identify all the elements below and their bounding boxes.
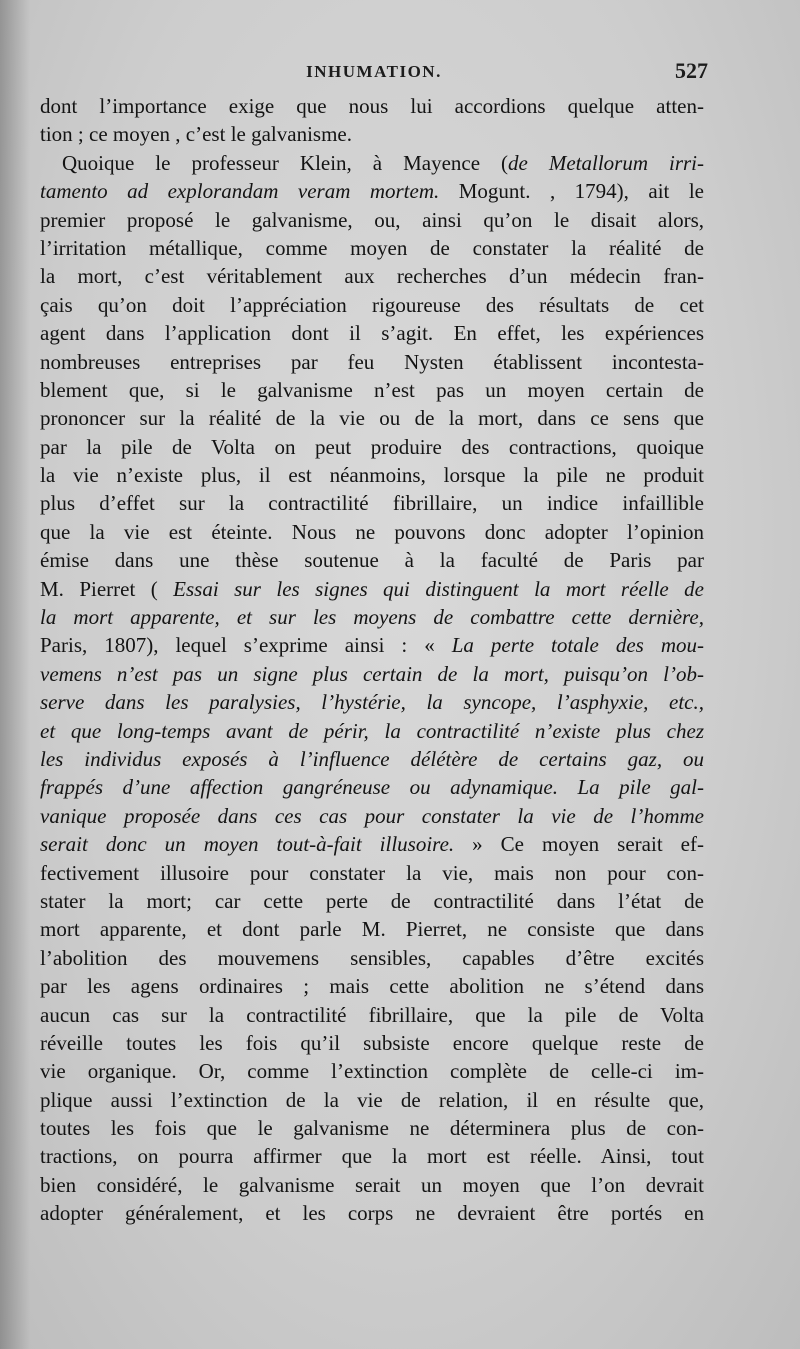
- text-line: [40, 944, 704, 972]
- text-segment: çais qu’on doit l’appréciation rigoureuse des résultats de cet: [40, 292, 704, 317]
- text-line: [40, 461, 704, 489]
- text-line: [40, 177, 704, 205]
- text-line: [40, 859, 704, 887]
- body-text: [40, 92, 704, 1228]
- text-line: [40, 631, 704, 659]
- text-segment: vie organique. Or, comme l’extinction complète de celle-ci im-: [40, 1059, 704, 1084]
- italic-text: les individus exposés à l’influence délétère de certains gaz, ou: [40, 746, 704, 771]
- italic-text: Essai sur les signes qui distinguent la mort réelle de: [173, 576, 704, 601]
- text-line: [40, 291, 704, 319]
- italic-text: de Metallorum irri-: [508, 150, 704, 175]
- text-segment: réveille toutes les fois qu’il subsiste encore quelque reste de: [40, 1030, 704, 1055]
- text-segment: M. Pierret (: [40, 576, 174, 601]
- text-segment: premier proposé le galvanisme, ou, ainsi qu’on le disait alors,: [40, 207, 704, 232]
- text-line: [40, 348, 704, 376]
- text-line: [40, 404, 704, 432]
- text-segment: dont l’importance exige que nous lui accordions quelque atten-: [40, 94, 704, 118]
- text-line: [40, 830, 704, 858]
- text-segment: tion ; ce moyen , c’est le galvanisme.: [40, 122, 352, 147]
- text-segment: nombreuses entreprises par feu Nysten établissent incontesta-: [40, 349, 704, 374]
- italic-text: vanique proposée dans ces cas pour constater la vie de l’homme: [40, 803, 704, 828]
- text-segment: que la vie est éteinte. Nous ne pouvons donc adopter l’opinion: [40, 519, 704, 544]
- text-line: [40, 234, 704, 262]
- text-line: [40, 773, 704, 801]
- text-line: [40, 717, 704, 745]
- italic-text: vemens n’est pas un signe plus certain de la mort, puisqu’on l’ob-: [40, 661, 704, 686]
- text-line: [40, 1029, 704, 1057]
- text-line: [40, 1001, 704, 1029]
- text-segment: toutes les fois que le galvanisme ne déterminera plus de con-: [40, 1116, 704, 1141]
- text-line: [40, 120, 704, 148]
- italic-text: serve dans les paralysies, l’hystérie, la syncope, l’asphyxie, etc.,: [40, 690, 704, 715]
- text-line: [40, 262, 704, 290]
- text-segment: Paris, 1807), lequel s’exprime ainsi : «: [40, 633, 452, 658]
- text-line: [40, 518, 704, 546]
- text-line: [40, 603, 704, 631]
- text-line: [40, 1057, 704, 1085]
- text-line: [40, 1086, 704, 1114]
- text-line: [40, 546, 704, 574]
- italic-text: serait donc un moyen tout-à-fait illusoire.: [40, 832, 455, 857]
- text-line: [40, 972, 704, 1000]
- text-segment: plique aussi l’extinction de la vie de relation, il en résulte que,: [40, 1087, 704, 1112]
- text-line: [40, 376, 704, 404]
- text-segment: Mogunt. , 1794), ait le: [439, 179, 704, 204]
- text-line: [40, 149, 704, 177]
- running-title: INHUMATION.: [306, 62, 442, 81]
- text-segment: par les agens ordinaires ; mais cette abolition ne s’étend dans: [40, 974, 704, 999]
- text-segment: la vie n’existe plus, il est néanmoins, lorsque la pile ne produit: [40, 463, 704, 488]
- text-line: [40, 206, 704, 234]
- italic-text: tamento ad explorandam veram mortem.: [40, 179, 440, 204]
- text-segment: agent dans l’application dont il s’agit. En effet, les expériences: [40, 321, 704, 346]
- text-segment: par la pile de Volta on peut produire des contractions, quoique: [40, 434, 704, 459]
- text-line: [40, 1171, 704, 1199]
- text-line: [40, 489, 704, 517]
- text-line: [40, 745, 704, 773]
- text-line: [40, 575, 704, 603]
- text-segment: l’irritation métallique, comme moyen de constater la réalité de: [40, 235, 704, 260]
- page-number: 527: [675, 58, 708, 83]
- text-line: [40, 915, 704, 943]
- text-segment: aucun cas sur la contractilité fibrillaire, que la pile de Volta: [40, 1002, 704, 1027]
- text-segment: Quoique le professeur Klein, à Mayence (: [62, 150, 509, 175]
- text-segment: plus d’effet sur la contractilité fibrillaire, un indice infaillible: [40, 491, 704, 516]
- text-segment: émise dans une thèse soutenue à la faculté de Paris par: [40, 548, 704, 573]
- text-segment: » Ce moyen serait ef-: [454, 832, 704, 857]
- text-line: [40, 660, 704, 688]
- text-line: [40, 433, 704, 461]
- text-segment: prononcer sur la réalité de la vie ou de la mort, dans ce sens que: [40, 406, 704, 431]
- text-line: [40, 92, 704, 120]
- italic-text: frappés d’une affection gangréneuse ou adynamique. La pile gal-: [40, 775, 704, 800]
- text-segment: fectivement illusoire pour constater la vie, mais non pour con-: [40, 860, 704, 885]
- text-line: [40, 887, 704, 915]
- text-segment: tractions, on pourra affirmer que la mort est réelle. Ainsi, tout: [40, 1144, 704, 1169]
- text-segment: stater la mort; car cette perte de contractilité dans l’état de: [40, 888, 704, 913]
- text-segment: blement que, si le galvanisme n’est pas un moyen certain de: [40, 377, 704, 402]
- italic-text: La perte totale des mou-: [451, 633, 704, 658]
- text-segment: l’abolition des mouvemens sensibles, capables d’être excités: [40, 945, 704, 970]
- text-line: [40, 802, 704, 830]
- italic-text: la mort apparente, et sur les moyens de combattre cette dernière,: [40, 605, 704, 630]
- text-line: [40, 1142, 704, 1170]
- text-line: [40, 1114, 704, 1142]
- text-segment: adopter généralement, et les corps ne devraient être portés en: [40, 1201, 704, 1226]
- text-segment: bien considéré, le galvanisme serait un moyen que l’on devrait: [40, 1172, 704, 1197]
- text-segment: mort apparente, et dont parle M. Pierret, ne consiste que dans: [40, 917, 704, 942]
- italic-text: et que long-temps avant de périr, la contractilité n’existe plus chez: [40, 718, 704, 743]
- running-head: [40, 58, 708, 88]
- text-line: [40, 319, 704, 347]
- text-line: [40, 1199, 704, 1227]
- text-segment: la mort, c’est véritablement aux recherches d’un médecin fran-: [40, 264, 704, 289]
- text-line: [40, 688, 704, 716]
